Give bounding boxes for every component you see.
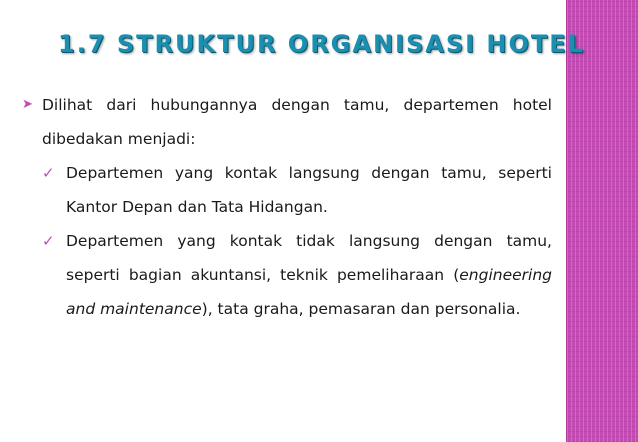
checkmark-icon: ✓ <box>42 232 55 250</box>
sub-bullet-2-text-end: ), tata graha, pemasaran dan personalia. <box>201 300 521 318</box>
main-bullet <box>22 88 552 156</box>
sub-bullet-2-italic-term: engineering and maintenance <box>66 266 552 318</box>
sub-bullet-2 <box>42 224 552 326</box>
sub-bullet-2-text-start: Departemen yang kontak tidak langsung dengan tamu, seperti bagian akuntansi, teknik pemeliharaan ( <box>66 232 552 284</box>
slide-title: 1.7 STRUKTUR ORGANISASI HOTEL <box>58 30 585 58</box>
sub-bullet-1-text: Departemen yang kontak langsung dengan tamu, seperti Kantor Depan dan Tata Hidangan. <box>66 164 552 216</box>
sub-bullet-1 <box>42 156 552 224</box>
decorative-side-strip <box>566 0 638 442</box>
sub-bullet-2-text <box>66 224 552 326</box>
checkmark-icon: ✓ <box>42 164 55 182</box>
main-bullet-text: Dilihat dari hubungannya dengan tamu, departemen hotel dibedakan menjadi: <box>42 96 552 148</box>
arrow-right-icon: ➤ <box>22 97 33 112</box>
